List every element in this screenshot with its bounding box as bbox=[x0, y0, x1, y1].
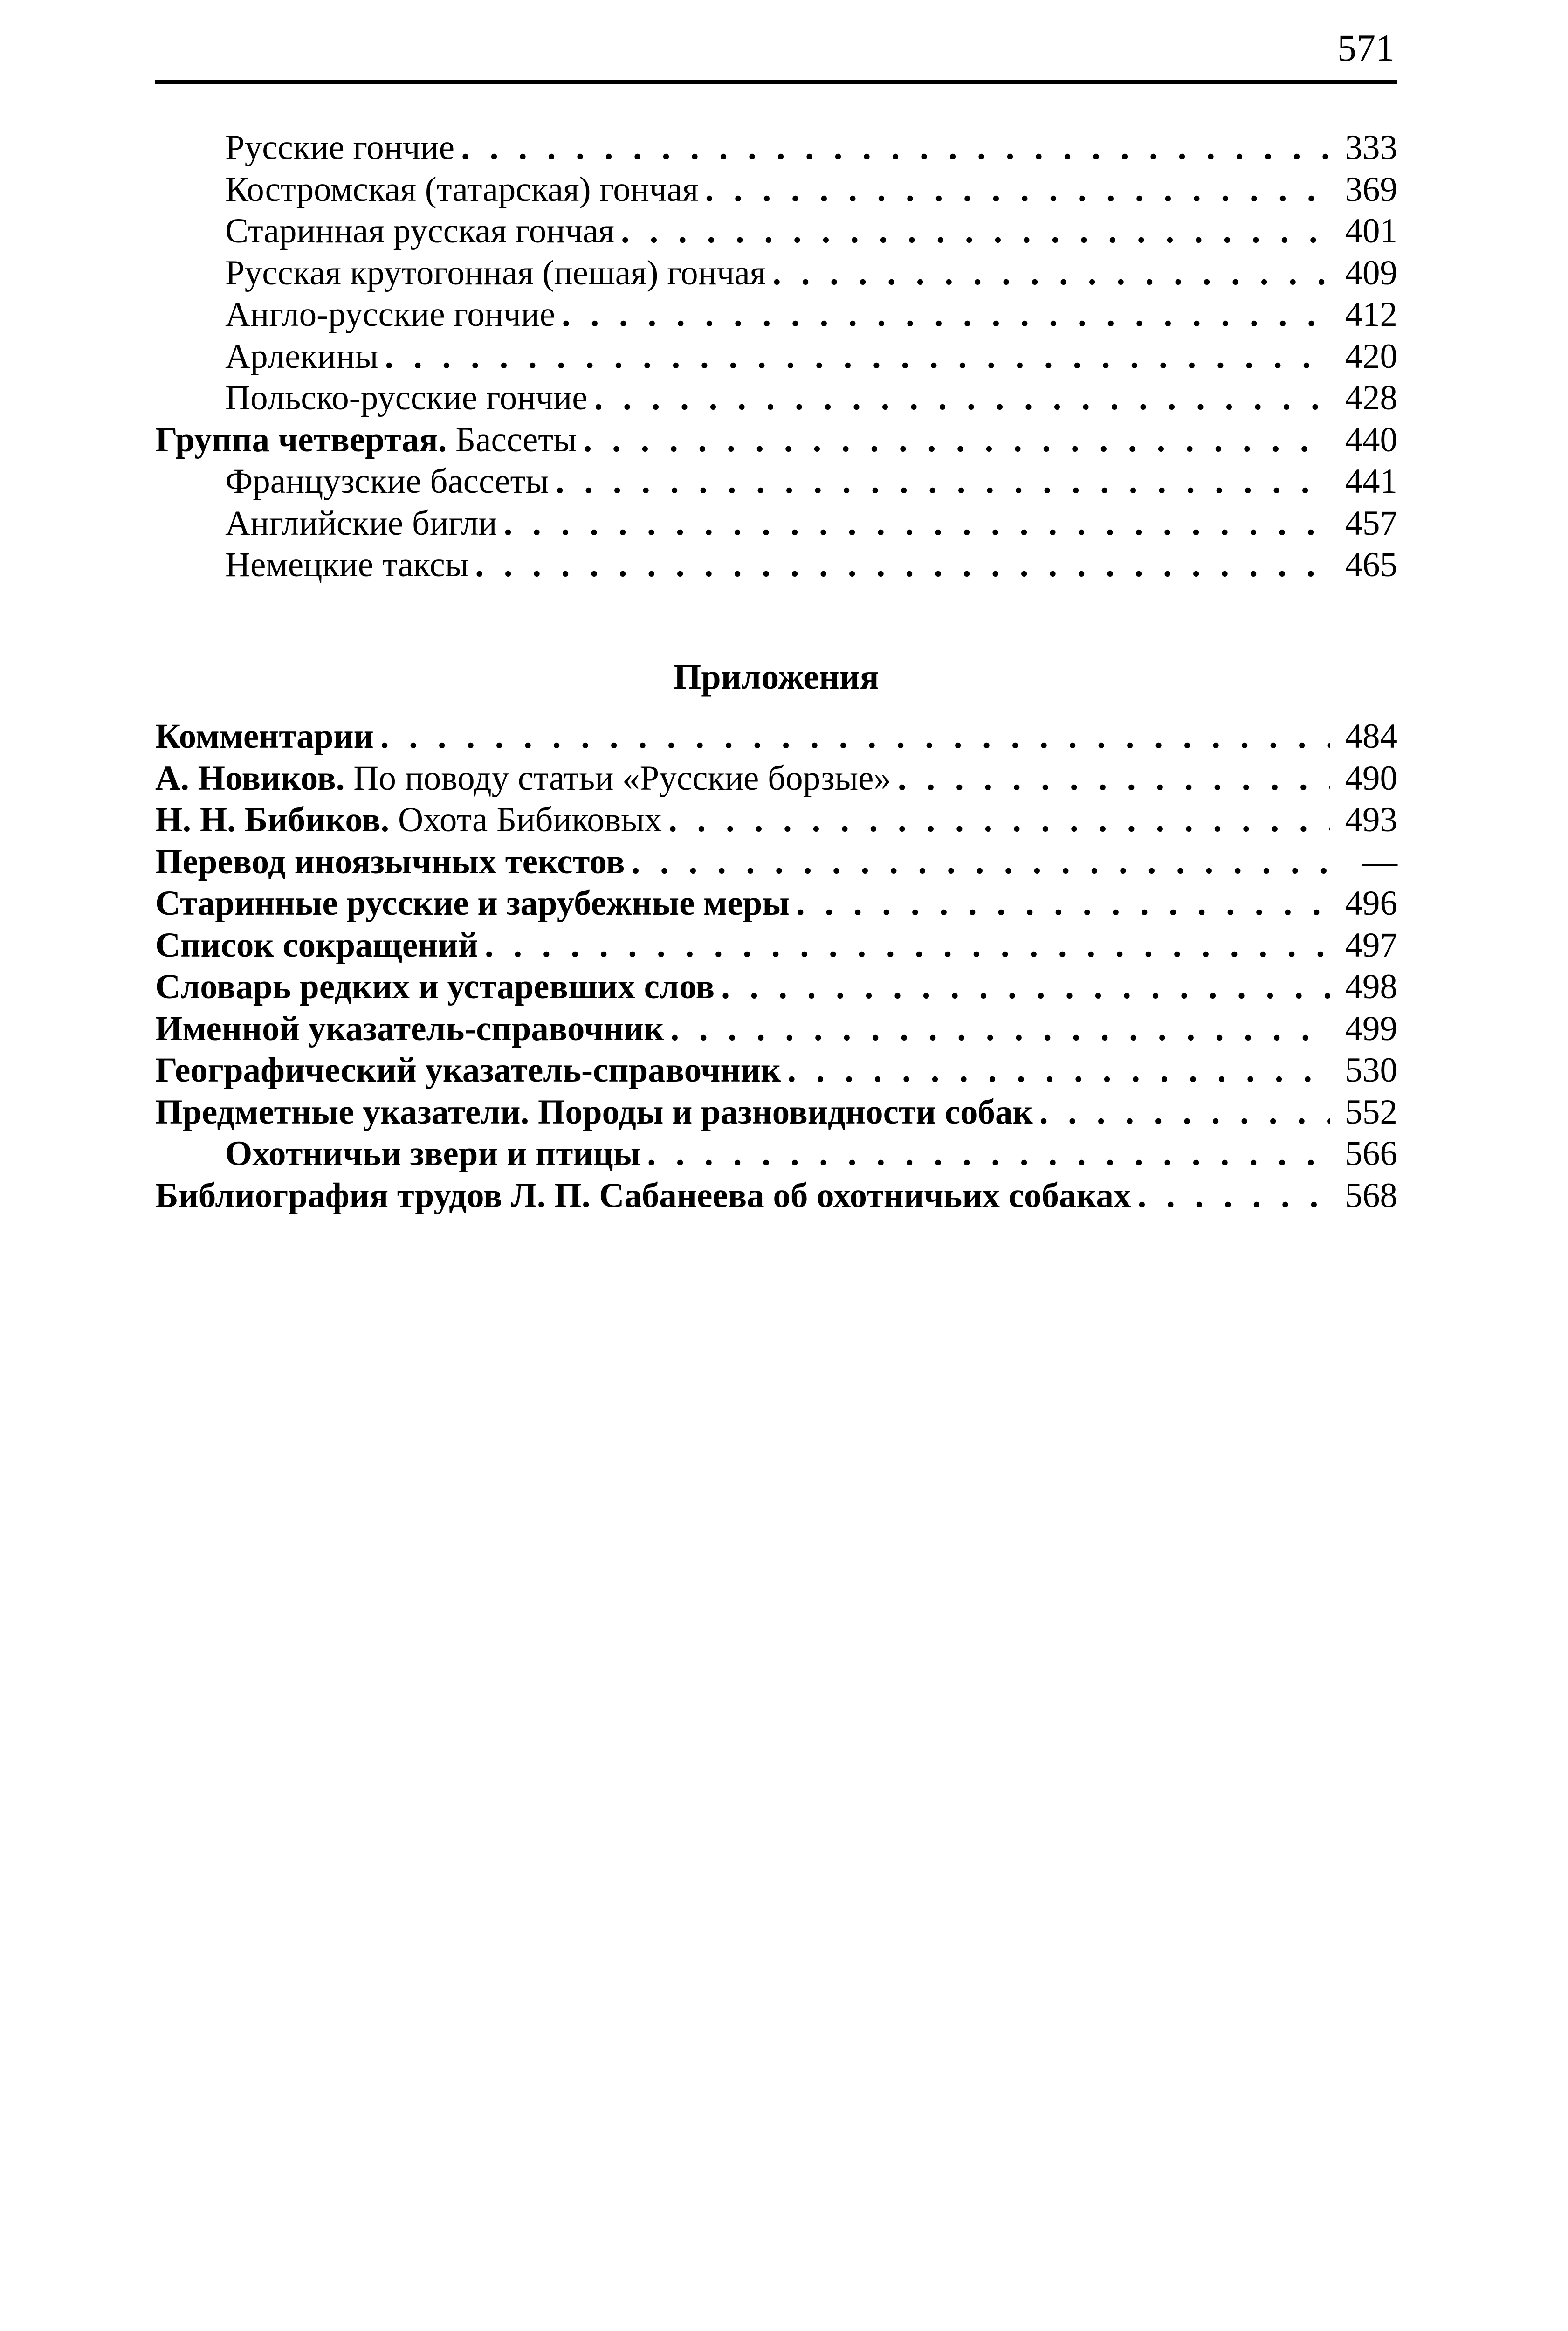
toc-entry-label bbox=[225, 252, 766, 294]
toc-entry-label bbox=[155, 1091, 1033, 1133]
toc-entry-page: — bbox=[1362, 842, 1397, 881]
toc-entry-bold-part: Охотничьи звери и птицы bbox=[225, 1134, 641, 1173]
toc-entry bbox=[155, 924, 1397, 966]
toc-entry-bold-part: Н. Н. Бибиков. bbox=[155, 800, 390, 839]
toc-entry-label bbox=[225, 336, 378, 378]
dot-leader bbox=[631, 841, 1330, 883]
appendix-heading: Приложения bbox=[674, 657, 879, 697]
toc-entry-bold-part: Группа четвертая. bbox=[155, 420, 447, 459]
toc-entry-bold-part: Список сокращений bbox=[155, 925, 478, 965]
dot-leader bbox=[787, 1049, 1330, 1091]
dot-leader bbox=[485, 924, 1330, 966]
toc-entry-page: 401 bbox=[1345, 212, 1397, 250]
toc-entry-page: 484 bbox=[1345, 717, 1397, 756]
toc-entry-label bbox=[225, 169, 698, 211]
toc-entry-page: 333 bbox=[1345, 128, 1397, 167]
dot-leader bbox=[796, 883, 1330, 924]
toc-entry bbox=[155, 1175, 1397, 1217]
toc-entry bbox=[155, 841, 1397, 883]
toc-entry bbox=[155, 210, 1397, 252]
toc-entry bbox=[155, 1133, 1397, 1175]
toc-entry-title: Немецкие таксы bbox=[225, 545, 469, 584]
dot-leader bbox=[772, 252, 1330, 294]
toc-entry-page: 496 bbox=[1345, 884, 1397, 923]
toc-entry bbox=[155, 336, 1397, 378]
toc-entry-page: 465 bbox=[1345, 545, 1397, 584]
dot-leader bbox=[898, 758, 1330, 800]
toc-entry-page: 499 bbox=[1345, 1009, 1397, 1048]
toc-entry-title: Бассеты bbox=[447, 420, 577, 459]
toc-entry-label bbox=[155, 419, 577, 461]
toc-entry-label bbox=[155, 1175, 1131, 1217]
toc-entry-bold-part: А. Новиков. bbox=[155, 759, 345, 798]
toc-entry-page: 497 bbox=[1345, 925, 1397, 965]
toc-entry bbox=[155, 1091, 1397, 1133]
toc-entry-page: 420 bbox=[1345, 337, 1397, 376]
toc-entry-page: 566 bbox=[1345, 1134, 1397, 1173]
dot-leader bbox=[1138, 1175, 1330, 1217]
toc-entry-page: 498 bbox=[1345, 967, 1397, 1006]
dot-leader bbox=[1039, 1091, 1330, 1133]
toc-entry bbox=[155, 544, 1397, 586]
dot-leader bbox=[380, 716, 1330, 758]
dot-leader bbox=[594, 377, 1330, 419]
toc-entry-bold-part: Комментарии bbox=[155, 717, 374, 756]
toc-entry-page: 409 bbox=[1345, 253, 1397, 292]
header-rule bbox=[155, 80, 1397, 84]
toc-entry bbox=[155, 799, 1397, 841]
toc-entry-label bbox=[155, 1049, 781, 1091]
dot-leader bbox=[461, 127, 1330, 169]
toc-entry-bold-part: Предметные указатели. Породы и разновидности собак bbox=[155, 1092, 1033, 1131]
toc-entry bbox=[155, 1049, 1397, 1091]
toc-entry-label bbox=[155, 758, 891, 800]
toc-entry-title: Старинная русская гончая bbox=[225, 212, 614, 250]
toc-entry-bold-part: Библиография трудов Л. П. Сабанеева об охотничьих собаках bbox=[155, 1176, 1131, 1215]
toc-entry-label bbox=[155, 716, 374, 758]
toc-entry-label bbox=[225, 1133, 640, 1175]
toc-entry bbox=[155, 883, 1397, 924]
toc-entry-title: Костромская (татарская) гончая bbox=[225, 170, 699, 209]
toc-entry-page: 493 bbox=[1345, 800, 1397, 839]
toc-entry-label bbox=[225, 544, 468, 586]
dot-leader bbox=[475, 544, 1330, 586]
toc-entry-page: 412 bbox=[1345, 295, 1397, 334]
toc-entry-bold-part: Именной указатель-справочник bbox=[155, 1009, 664, 1048]
dot-leader bbox=[385, 336, 1331, 378]
toc-entry-label bbox=[225, 210, 614, 252]
toc-entry-title: Русская крутогонная (пешая) гончая bbox=[225, 253, 766, 292]
toc-entry-title: Русские гончие bbox=[225, 128, 455, 167]
toc-entry-title: Польско-русские гончие bbox=[225, 379, 588, 417]
toc-entry-label bbox=[155, 883, 790, 924]
toc-entry-page: 441 bbox=[1345, 462, 1397, 501]
toc-entry-label bbox=[155, 1008, 664, 1050]
toc-entry-page: 568 bbox=[1345, 1176, 1397, 1215]
toc-entry bbox=[155, 716, 1397, 758]
toc-entry-page: 428 bbox=[1345, 379, 1397, 417]
toc-entry bbox=[155, 966, 1397, 1008]
toc-entry-label bbox=[225, 503, 497, 545]
toc-entry bbox=[155, 1008, 1397, 1050]
toc-entry-bold-part: Словарь редких и устаревших слов bbox=[155, 967, 715, 1006]
dot-leader bbox=[562, 294, 1330, 336]
toc-list-top bbox=[155, 127, 1397, 586]
toc-entry bbox=[155, 127, 1397, 169]
toc-entry-page: 552 bbox=[1345, 1092, 1397, 1131]
toc-entry-label bbox=[225, 127, 454, 169]
toc-entry-title: Арлекины bbox=[225, 337, 378, 376]
toc-entry-title: Охота Бибиковых bbox=[389, 800, 662, 839]
toc-entry-bold-part: Старинные русские и зарубежные меры bbox=[155, 884, 790, 923]
toc-entry bbox=[155, 461, 1397, 503]
dot-leader bbox=[647, 1133, 1330, 1175]
toc-entry-bold-part: Географический указатель-справочник bbox=[155, 1051, 781, 1090]
toc-entry bbox=[155, 252, 1397, 294]
page-number: 571 bbox=[1337, 27, 1395, 69]
toc-entry-label bbox=[155, 799, 662, 841]
toc-entry-title: Английские бигли bbox=[225, 503, 497, 543]
dot-leader bbox=[705, 169, 1330, 211]
toc-entry-label bbox=[155, 924, 478, 966]
toc-entry-label bbox=[225, 377, 588, 419]
dot-leader bbox=[721, 966, 1330, 1008]
toc-entry-page: 530 bbox=[1345, 1051, 1397, 1090]
dot-leader bbox=[621, 210, 1330, 252]
toc-entry bbox=[155, 169, 1397, 211]
toc-entry-label bbox=[225, 294, 555, 336]
toc-entry-title: Французские бассеты bbox=[225, 462, 549, 501]
dot-leader bbox=[504, 503, 1330, 545]
toc-entry-page: 457 bbox=[1345, 503, 1397, 543]
toc-entry-title: Англо-русские гончие bbox=[225, 295, 556, 334]
toc-entry bbox=[155, 419, 1397, 461]
dot-leader bbox=[668, 799, 1330, 841]
toc-entry bbox=[155, 377, 1397, 419]
toc-entry bbox=[155, 503, 1397, 545]
toc-entry bbox=[155, 758, 1397, 800]
toc-entry-bold-part: Перевод иноязычных текстов bbox=[155, 842, 625, 881]
toc-list-appendix bbox=[155, 716, 1397, 1216]
toc-entry-page: 440 bbox=[1345, 420, 1397, 459]
dot-leader bbox=[670, 1008, 1330, 1050]
toc-entry-title: По поводу статьи «Русские борзые» bbox=[344, 759, 891, 798]
dot-leader bbox=[556, 461, 1330, 503]
toc-entry bbox=[155, 294, 1397, 336]
toc-entry-label bbox=[155, 841, 625, 883]
toc-entry-label bbox=[225, 461, 549, 503]
toc-entry-page: 369 bbox=[1345, 170, 1397, 209]
toc-entry-label bbox=[155, 966, 715, 1008]
dot-leader bbox=[583, 419, 1330, 461]
toc-entry-page: 490 bbox=[1345, 759, 1397, 798]
